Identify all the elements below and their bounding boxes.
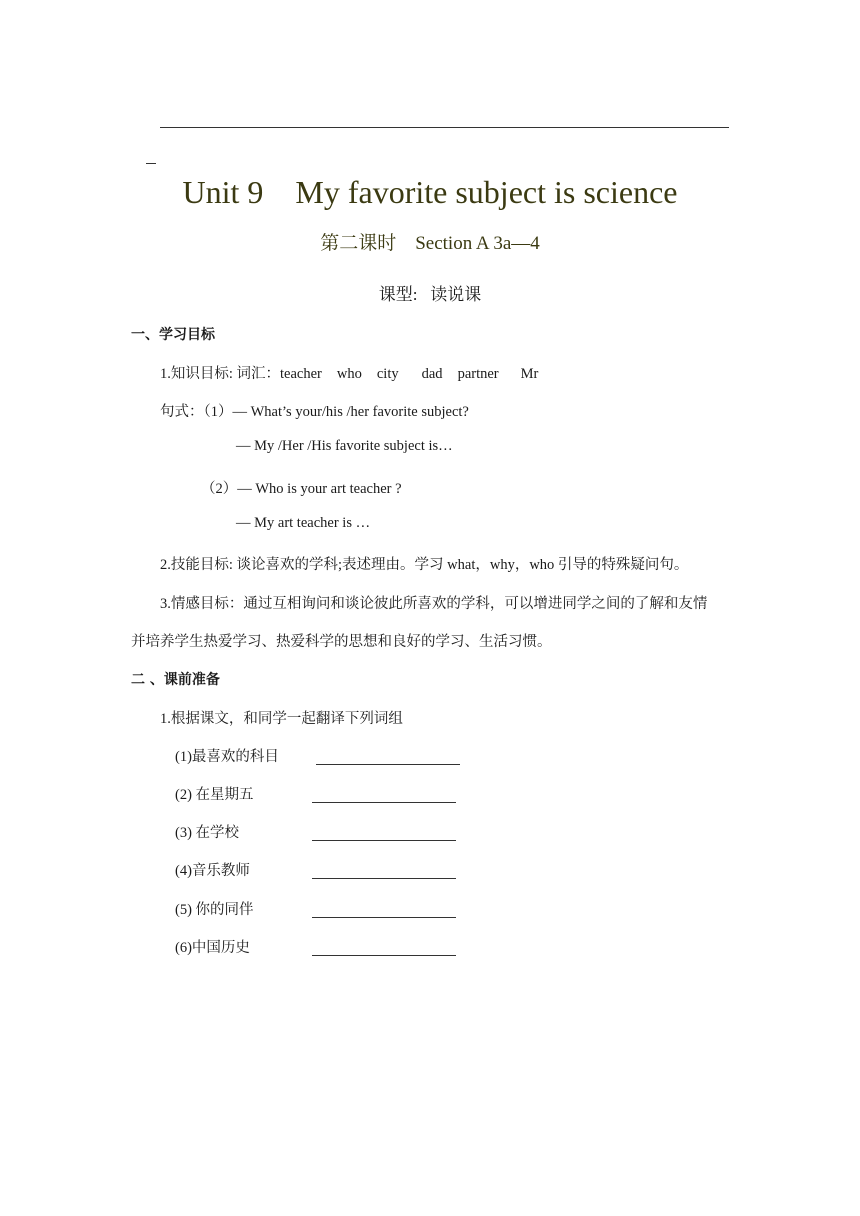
question-1: — What’s your/his /her favorite subject? [232,404,469,420]
question-2: — Who is your art teacher ? [237,481,402,497]
header-dash [146,163,156,164]
vocab-word: who [336,366,362,382]
page-title: Unit 9 My favorite subject is science [182,174,678,210]
answer-1: — My /Her /His favorite subject is… [236,438,453,454]
answer-blank[interactable] [312,790,456,803]
skill-goal: 2.技能目标: 谈论喜欢的学科;表述理由。学习 what，why，who 引导的特殊疑问句。 [160,557,689,573]
answer-blank[interactable] [312,943,456,956]
vocab-word: Mr [520,366,539,382]
lesson-subtitle: 第二课时 Section A 3a—4 [320,233,540,254]
vocab-word: dad [421,366,443,382]
knowledge-label: 1.知识目标: 词汇： [160,366,281,382]
answer-blank[interactable] [312,866,456,879]
translation-instruction: 1.根据课文，和同学一起翻译下列词组 [160,711,403,727]
answer-blank[interactable] [316,752,460,765]
sentence-label: 句式：（1） [160,404,233,420]
vocab-word: city [376,366,399,382]
list-item: (4)音乐教师 [175,863,250,879]
lesson-type: 课型: 读说课 [378,285,482,304]
emotion-goal-line2: 并培养学生热爱学习、热爱科学的思想和良好的学习、生活习惯。 [131,634,552,650]
sentence-pattern-1 [160,400,469,421]
list-item: (6)中国历史 [175,940,250,956]
sentence-pattern-2 [201,477,402,498]
list-item: (3) 在学校 [175,825,240,841]
knowledge-goal [160,362,538,383]
list-item: (2) 在星期五 [175,787,254,803]
section-heading-preparation: 二 、课前准备 [131,672,220,688]
answer-blank[interactable] [312,905,456,918]
sentence-number: （2） [201,481,238,497]
answer-2: — My art teacher is … [236,515,371,531]
list-item: (5) 你的同伴 [175,902,254,918]
section-heading-goals: 一、学习目标 [131,327,215,343]
vocab-word: teacher [280,366,322,382]
vocab-word: partner [457,366,499,382]
emotion-goal-line1: 3.情感目标：通过互相询问和谈论彼此所喜欢的学科，可以增进同学之间的了解和友情 [160,596,708,612]
list-item: (1)最喜欢的科目 [175,749,279,765]
answer-blank[interactable] [312,828,456,841]
header-rule [160,127,729,128]
